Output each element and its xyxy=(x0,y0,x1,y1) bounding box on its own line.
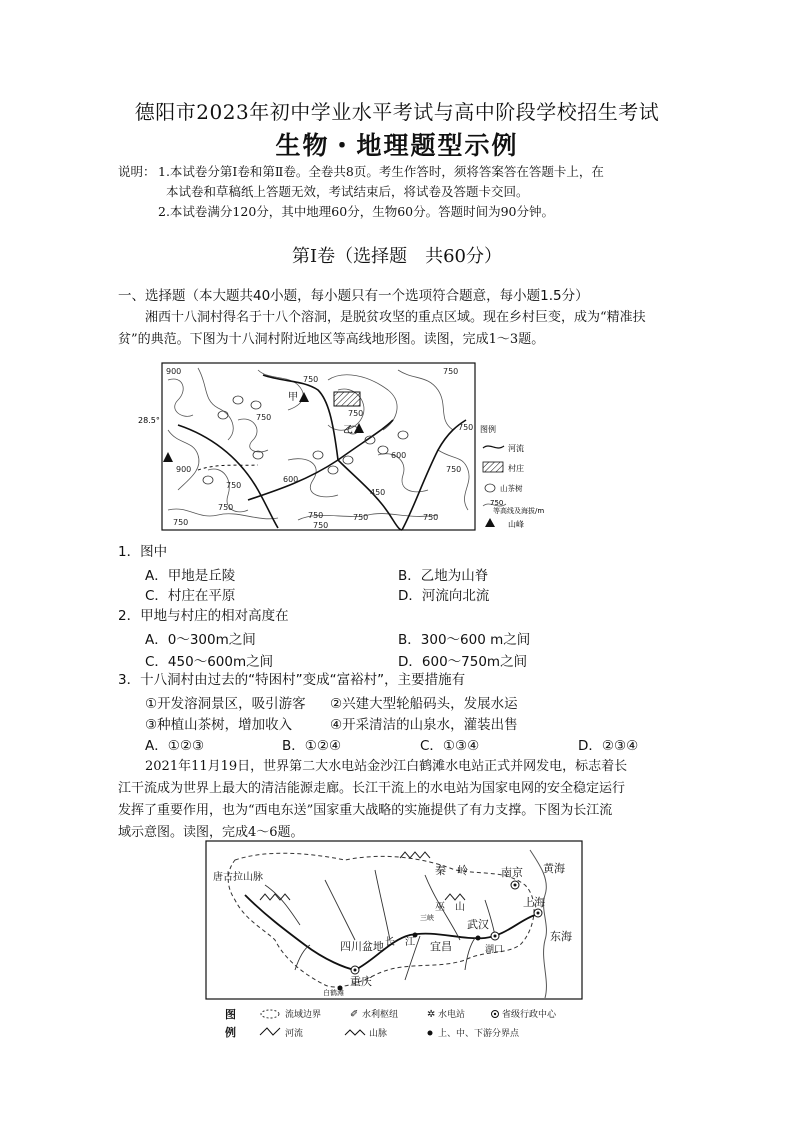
svg-text:✲: ✲ xyxy=(427,1009,436,1020)
peak-yi-icon xyxy=(354,423,364,433)
tributaries xyxy=(265,870,495,980)
passage2-line-3: 发挥了重要作用，也为“西电东送”国家重大战略的实施提供了有力支撑。下图为长江流 xyxy=(118,803,613,818)
yangtze-main-river xyxy=(245,895,535,970)
svg-text:750: 750 xyxy=(446,465,462,474)
svg-text:750: 750 xyxy=(313,521,329,530)
question-3-option-b: B．①②④ xyxy=(282,738,342,754)
question-3-option-a: A．①②③ xyxy=(145,738,205,754)
exam-title: 德阳市2023年初中学业水平考试与高中阶段学校招生考试 xyxy=(134,100,660,124)
notes-label: 说明： xyxy=(118,164,156,179)
svg-text:750: 750 xyxy=(308,511,324,520)
svg-text:900: 900 xyxy=(166,367,182,376)
section-title: 第Ⅰ卷（选择题 共60分） xyxy=(291,246,502,267)
village-marker xyxy=(334,392,360,406)
svg-text:上、中、下游分界点: 上、中、下游分界点 xyxy=(438,1029,520,1039)
question-2-option-d: D．600～750m之间 xyxy=(398,654,528,670)
svg-text:750: 750 xyxy=(423,513,439,522)
question-2-stem: 2．甲地与村庄的相对高度在 xyxy=(118,608,289,624)
peak-west-icon xyxy=(163,452,173,462)
question-3-stem: 3．十八洞村由过去的“特困村”变成“富裕村”，主要措施有 xyxy=(118,672,466,688)
svg-text:450: 450 xyxy=(370,488,386,497)
svg-text:东海: 东海 xyxy=(550,930,572,943)
svg-text:三峡: 三峡 xyxy=(420,914,434,922)
question-2-option-c: C．450～600m之间 xyxy=(145,654,274,670)
svg-text:白鹤滩: 白鹤滩 xyxy=(323,989,344,997)
tea-tree-icons xyxy=(203,396,408,484)
svg-text:等高线及海拔/m: 等高线及海拔/m xyxy=(493,507,545,515)
notes-line-1: 1.本试卷分第Ⅰ卷和第Ⅱ卷。全卷共8页。考生作答时，须将答案答在答题卡上，在 xyxy=(158,164,604,179)
svg-text:✐: ✐ xyxy=(350,1009,359,1020)
question-1-stem: 1．图中 xyxy=(118,544,168,560)
contour-map-frame xyxy=(162,363,475,530)
svg-text:例: 例 xyxy=(225,1026,236,1039)
svg-text:600: 600 xyxy=(391,451,407,460)
svg-text:图例: 图例 xyxy=(480,425,496,434)
question-3-item-2: ②兴建大型轮船码头，发展水运 xyxy=(330,696,518,712)
svg-text:山脉: 山脉 xyxy=(369,1029,388,1039)
exam-subtitle: 生物・地理题型示例 xyxy=(275,131,519,160)
svg-text:750: 750 xyxy=(490,499,504,507)
svg-text:水利枢纽: 水利枢纽 xyxy=(362,1010,399,1020)
question-3-option-c: C．①③④ xyxy=(420,738,480,754)
svg-text:宜昌: 宜昌 xyxy=(430,940,452,953)
peak-jia-icon xyxy=(299,392,309,402)
question-3-item-3: ③种植山茶树，增加收入 xyxy=(145,717,293,733)
question-1-option-a: A．甲地是丘陵 xyxy=(145,568,236,584)
svg-text:上海: 上海 xyxy=(523,896,545,909)
svg-text:山峰: 山峰 xyxy=(508,520,524,529)
svg-text:重庆: 重庆 xyxy=(350,975,372,988)
question-1-option-b: B．乙地为山脊 xyxy=(398,568,489,584)
notes-line-2: 本试卷和草稿纸上答题无效，考试结束后，将试卷及答题卡交回。 xyxy=(166,184,529,199)
svg-text:750: 750 xyxy=(353,513,369,522)
yangtze-map-legend xyxy=(225,1007,557,1039)
question-3-item-4: ④开采清洁的山泉水，灌装出售 xyxy=(330,717,518,733)
passage1-line-1: 湘西十八洞村得名于十八个溶洞，是脱贫攻坚的重点区域。现在乡村巨变，成为“精准扶 xyxy=(145,310,646,325)
svg-text:流域边界: 流域边界 xyxy=(285,1010,322,1020)
question-2-option-b: B．300～600 m之间 xyxy=(398,632,531,648)
svg-text:600: 600 xyxy=(283,475,299,484)
svg-text:河流: 河流 xyxy=(285,1029,304,1039)
svg-text:750: 750 xyxy=(256,413,272,422)
svg-text:750: 750 xyxy=(458,423,474,432)
passage2-line-1: 2021年11月19日，世界第二大水电站金沙江白鹤滩水电站正式并网发电，标志着长 xyxy=(145,759,628,774)
svg-text:唐古拉山脉: 唐古拉山脉 xyxy=(213,872,263,883)
passage1-line-2: 贫”的典范。下图为十八洞村附近地区等高线地形图。读图，完成1～3题。 xyxy=(118,332,545,347)
svg-text:武汉: 武汉 xyxy=(467,918,489,931)
svg-text:750: 750 xyxy=(443,367,459,376)
svg-text:水电站: 水电站 xyxy=(438,1010,466,1020)
question-1-option-c: C．村庄在平原 xyxy=(145,588,236,604)
passage2-line-4: 域示意图。读图，完成4～6题。 xyxy=(118,825,304,840)
svg-text:750: 750 xyxy=(348,409,364,418)
svg-text:省级行政中心: 省级行政中心 xyxy=(502,1010,557,1020)
svg-text:长 江: 长 江 xyxy=(385,937,415,948)
yangtze-map-labels xyxy=(213,861,572,997)
passage2-line-2: 江干流成为世界上最大的清洁能源走廊。长江干流上的水电站为国家电网的安全稳定运行 xyxy=(118,781,626,796)
contour-map xyxy=(138,360,545,535)
svg-text:湖口: 湖口 xyxy=(485,945,504,955)
svg-text:山茶树: 山茶树 xyxy=(500,484,523,493)
svg-text:750: 750 xyxy=(218,503,234,512)
svg-text:750: 750 xyxy=(303,375,319,384)
svg-text:750: 750 xyxy=(226,481,242,490)
label-jia: 甲 xyxy=(288,392,298,403)
svg-text:秦 岭: 秦 岭 xyxy=(435,864,468,877)
question-3-item-1: ①开发溶洞景区，吸引游客 xyxy=(145,696,306,712)
section-instruction: 一、选择题（本大题共40小题，每小题只有一个选项符合题意，每小题1.5分） xyxy=(118,288,589,304)
label-yi: 乙 xyxy=(343,425,353,436)
contour-map-legend xyxy=(480,424,544,529)
svg-text:图: 图 xyxy=(225,1008,236,1021)
svg-text:四川盆地: 四川盆地 xyxy=(340,940,384,953)
svg-text:巫 山: 巫 山 xyxy=(435,902,465,913)
yangtze-basin-map xyxy=(205,840,585,1045)
svg-text:黄海: 黄海 xyxy=(543,862,565,875)
notes-line-3: 2.本试卷满分120分，其中地理60分，生物60分。答题时间为90分钟。 xyxy=(158,204,555,219)
svg-text:750: 750 xyxy=(173,518,189,527)
question-3-option-d: D．②③④ xyxy=(578,738,639,754)
svg-text:南京: 南京 xyxy=(501,866,523,879)
svg-text:村庄: 村庄 xyxy=(508,464,524,473)
svg-text:900: 900 xyxy=(176,465,192,474)
latitude-label: 28.5° xyxy=(138,416,160,425)
question-1-option-d: D．河流向北流 xyxy=(398,588,490,604)
question-2-option-a: A．0～300m之间 xyxy=(145,632,256,648)
svg-text:河流: 河流 xyxy=(508,444,524,453)
